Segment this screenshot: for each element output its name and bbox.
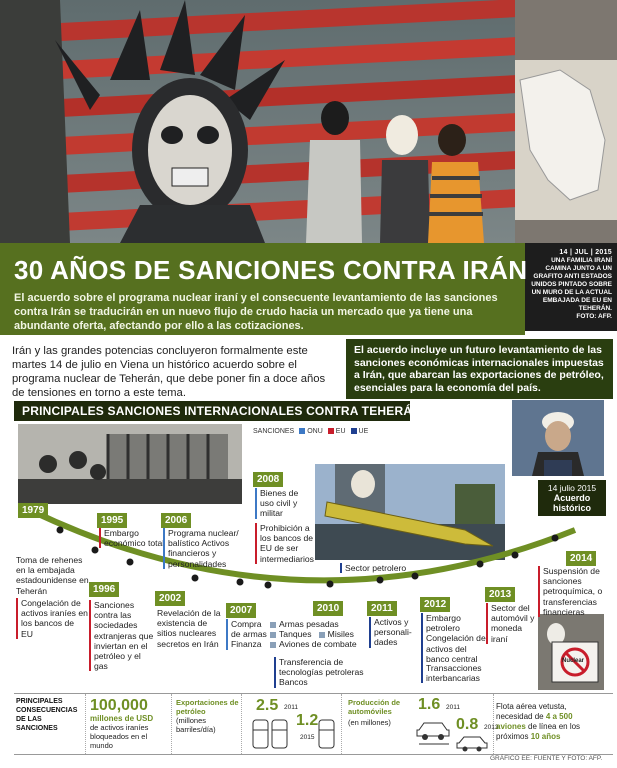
assets-stat: [88, 694, 172, 754]
cars-stat: [344, 694, 499, 754]
event-2013: Sector del automóvil y moneda iraní: [486, 603, 536, 644]
mural-art: [0, 0, 617, 243]
exports-unit: (millones barriles/día): [176, 716, 216, 734]
caption-text: UNA FAMILIA IRANÍ CAMINA JUNTO A UN GRAFITO ANTI ESTADOS UNIDOS PINTADO SOBRE UN MURO DE LA ACTUAL EMBAJADA DE EU EN TEHERÁN.: [531, 257, 612, 312]
exports-2011-value: 2.5: [256, 697, 279, 714]
year-2013: 2013: [485, 587, 515, 602]
protest-photo: [538, 614, 604, 690]
caption-photo-credit: FOTO: AFP.: [576, 313, 612, 320]
assets-value: 100,000: [90, 697, 148, 714]
rouhani-photo-art: [512, 400, 604, 476]
hero-photo: [0, 0, 617, 243]
exports-2011-year: 2011: [284, 704, 298, 711]
fleet-text-d: 10 años: [530, 732, 561, 741]
cars-2013-value: 0.8: [456, 716, 479, 733]
protest-sign-text: Nuclear: [562, 658, 585, 664]
caption-date: 14 | JUL | 2015: [559, 249, 612, 256]
hostage-photo: [18, 424, 242, 504]
event-2014: Suspensión de sanciones petroquímica, o transferencias financieras: [538, 566, 614, 617]
timeline-dot: [512, 552, 519, 559]
year-2007: 2007: [226, 603, 256, 618]
legend-eu-label: EU: [335, 428, 346, 435]
event-2010e: Transferencia de tecnologías petroleras Bancos: [274, 657, 374, 688]
final-label: Acuerdo histórico: [552, 493, 591, 513]
fleet-text-c: de línea en los próximos: [496, 722, 581, 741]
assets-text: de activos iraníes bloqueados en el mundo: [90, 723, 149, 750]
car-icon: [456, 734, 490, 752]
protest-photo-art: [538, 614, 604, 690]
event-2008b: Prohibición a los bancos de EU de ser intermediarios: [255, 523, 315, 564]
event-2006: Programa nuclear/ balístico Activos financieros y personalidades: [163, 528, 249, 569]
oil-barrel-icon: [318, 718, 336, 750]
timeline-dot: [192, 575, 199, 582]
timeline-dot: [57, 527, 64, 534]
legend: [253, 428, 368, 435]
timeline-dot: [477, 561, 484, 568]
photo-caption: [525, 243, 617, 331]
legend-eu: [328, 428, 346, 435]
legend-swatch-ue: [351, 428, 357, 434]
final-date: 14 julio 2015: [547, 483, 597, 493]
timeline-dot: [265, 582, 272, 589]
rouhani-photo: [512, 400, 604, 476]
exports-2015-year: 2015: [300, 734, 315, 741]
year-1979: 1979: [18, 503, 48, 518]
consequences-footer: [14, 693, 613, 755]
event-2008a: Bienes de uso civil y militar: [255, 488, 307, 519]
cars-unit: (en millones): [348, 718, 391, 727]
onu-bullet-icon: [319, 632, 325, 638]
exports-2015-value: 1.2: [296, 712, 319, 729]
year-1995: 1995: [97, 513, 127, 528]
final-agreement-badge: [538, 480, 606, 516]
timeline-dot: [327, 581, 334, 588]
event-2010a-label: Armas pesadas: [279, 619, 339, 629]
legend-onu: [299, 428, 323, 435]
consequences-label: PRINCIPALES CONSECUENCIAS DE LAS SANCIONES: [14, 694, 86, 754]
event-2007: Compra de armas Finanza: [226, 619, 272, 650]
cars-2011-value: 1.6: [418, 696, 441, 713]
event-1995: Embargo económico total: [99, 528, 167, 548]
year-2006: 2006: [161, 513, 191, 528]
event-2010b-label: Tanques: [279, 629, 312, 640]
cars-2011-year: 2011: [446, 704, 460, 711]
year-2002: 2002: [155, 591, 185, 606]
exports-header: [174, 694, 242, 754]
year-2012: 2012: [420, 597, 450, 612]
intro-text: Irán y las grandes potencias concluyeron formalmente este martes 14 de julio en Viena un histórico acuerdo sobre el programa nuclear de Teherán, que debe poner fin a doce años de tensiones en torno a este tema.: [12, 345, 326, 399]
timeline-dot: [552, 535, 559, 542]
event-2010d-label: Aviones de combate: [279, 639, 357, 650]
event-2010c-label: Misiles: [327, 629, 354, 640]
oil-barrel-icon: [252, 718, 292, 750]
event-2012b: Transacciones interbancarias: [421, 663, 485, 683]
year-2011: 2011: [367, 601, 397, 616]
year-2014: 2014: [566, 551, 596, 566]
timeline-dot: [127, 559, 134, 566]
exports-stat: [244, 694, 342, 754]
timeline-dot: [412, 573, 419, 580]
timeline-dot: [237, 579, 244, 586]
legend-swatch-eu: [328, 428, 334, 434]
graphic-credit: GRÁFICO EE: FUENTE Y FOTO: AFP.: [490, 755, 603, 762]
year-2010: 2010: [313, 601, 343, 616]
section-title: PRINCIPALES SANCIONES INTERNACIONALES CONTRA TEHERÁN: [22, 404, 422, 418]
legend-ue-label: UE: [358, 428, 369, 435]
cars-title: Producción de automóviles: [348, 698, 401, 716]
event-1996b: Sanciones contra las sociedades extranjeras que inviertan en el petróleo y el gas: [89, 600, 155, 671]
onu-bullet-icon: [270, 632, 276, 638]
fleet-text-a: Flota aérea vetusta, necesidad de: [496, 702, 567, 721]
legend-onu-label: ONU: [307, 428, 323, 435]
year-1996: 1996: [89, 582, 119, 597]
event-2002: Revelación de la existencia de sitios nucleares secretos en Irán: [157, 608, 221, 649]
timeline-dot: [92, 547, 99, 554]
highlight-box: El acuerdo incluye un futuro levantamiento de las sanciones económicas internacionales impuestas a Irán, que abarcan las exportaciones de petróleo, esenciales para la economía del país.: [346, 339, 613, 399]
fleet-text: [496, 702, 592, 742]
car-icon: [416, 718, 452, 748]
event-2012a: Embargo petrolero Congelación de activos del banco central: [421, 613, 491, 664]
event-2011b: Activos y personali- dades: [369, 617, 415, 648]
legend-swatch-onu: [299, 428, 305, 434]
event-1979: Toma de rehenes en la embajada estadounidense en Teherán: [16, 555, 89, 596]
onu-bullet-icon: [270, 622, 276, 628]
page-title: 30 AÑOS DE SANCIONES CONTRA IRÁN: [14, 255, 528, 285]
fleet-text-b: 4 a 500 aviones: [496, 712, 573, 731]
cars-2013-year: 2013: [484, 724, 499, 731]
year-2008: 2008: [253, 472, 283, 487]
timeline-dot: [377, 577, 384, 584]
page-subtitle: El acuerdo sobre el programa nuclear iraní y el consecuente levantamiento de las sanciones contra Irán se traducirán en un nuevo flujo de crudo hacia un mercado que ya tiene una abundante oferta, afectando por ello a las cotizaciones.: [14, 292, 498, 332]
exports-title: Exportaciones de petróleo: [176, 698, 239, 716]
assets-unit: millones de USD: [90, 714, 154, 723]
event-2011a: Sector petrolero: [340, 563, 412, 573]
hostage-photo-art: [18, 424, 242, 504]
legend-label: SANCIONES: [253, 428, 295, 435]
legend-ue: [351, 428, 369, 435]
onu-bullet-icon: [270, 642, 276, 648]
event-1996a: Congelación de activos iraníes en los bancos de EU: [16, 598, 88, 639]
